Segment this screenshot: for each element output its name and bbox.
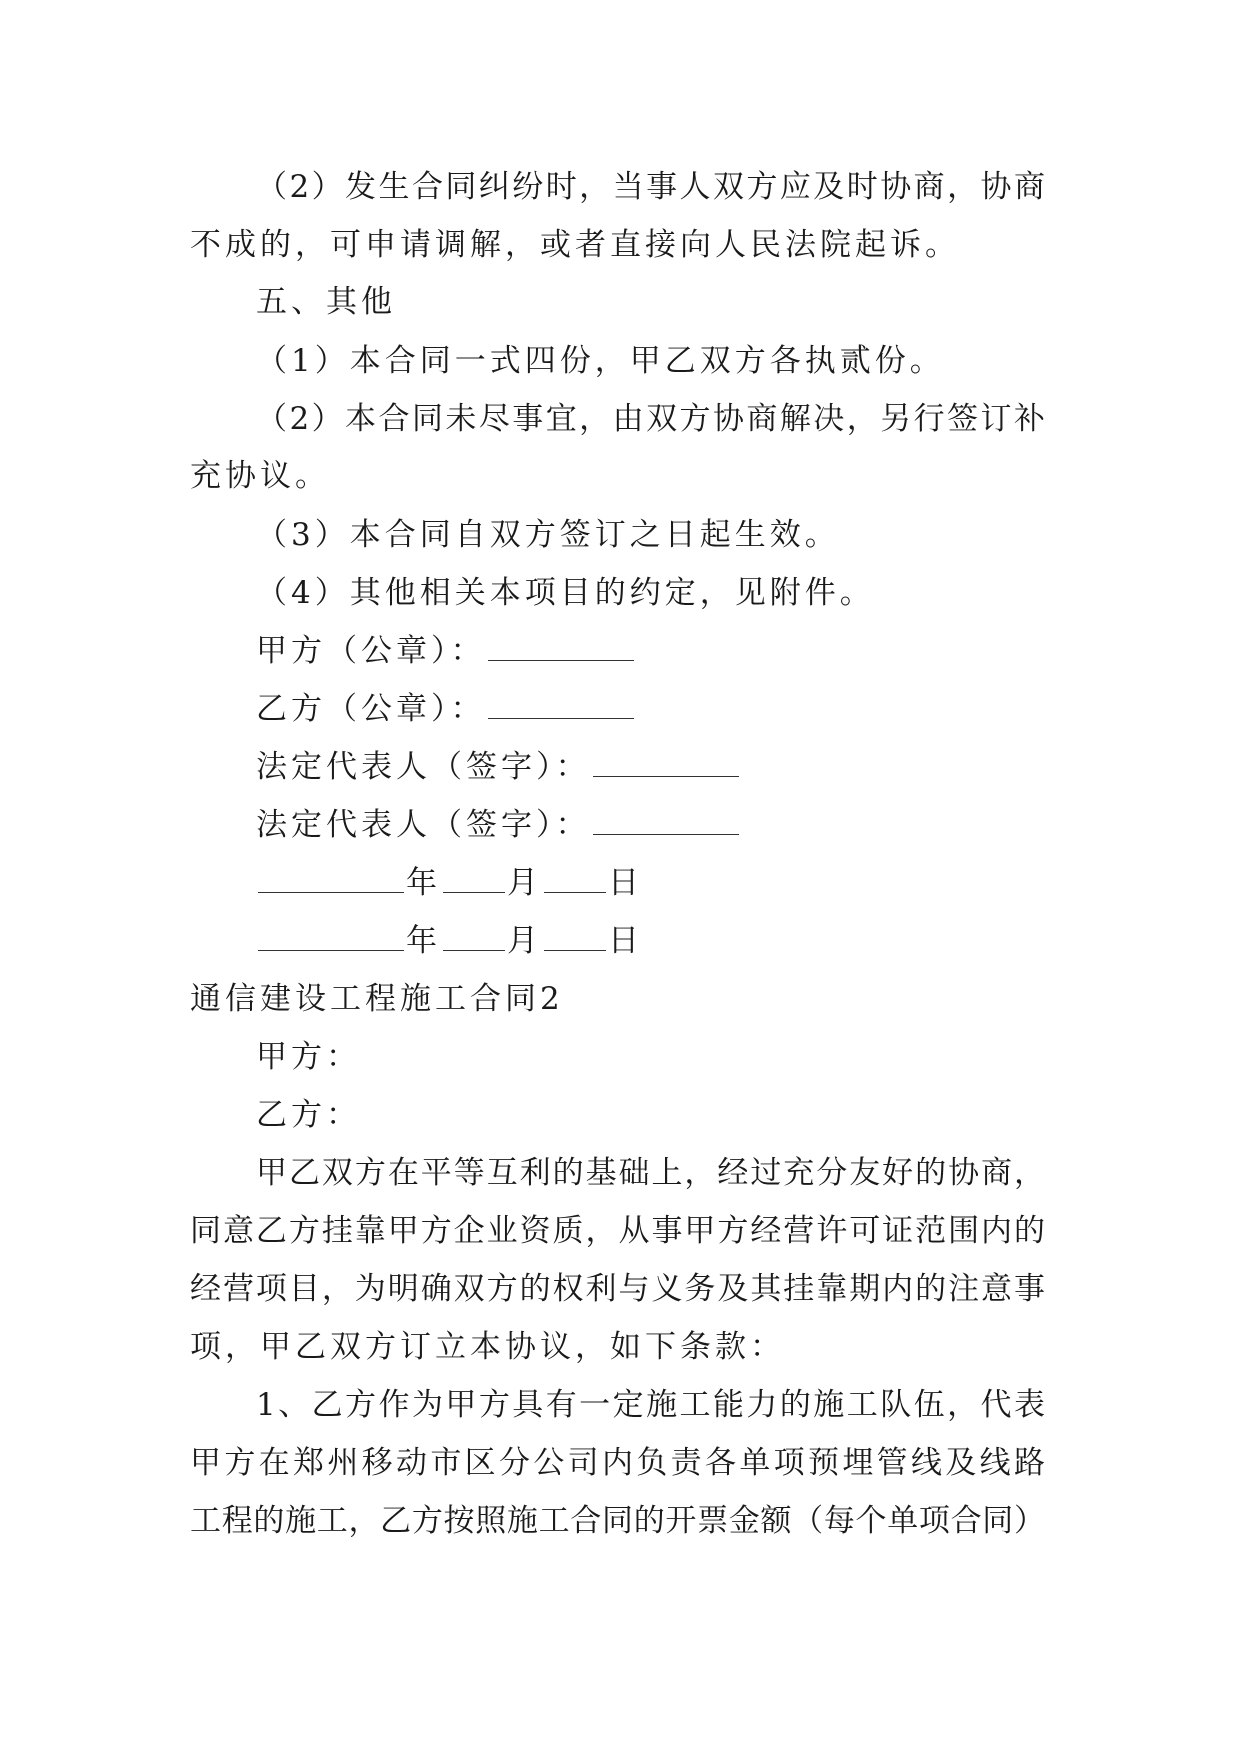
party-b-seal-line bbox=[256, 689, 636, 729]
preamble-line-1: 甲乙双方在平等互利的基础上，经过充分友好的协商， bbox=[256, 1155, 1045, 1191]
legal-rep-1-label: 法定代表人（签字）： bbox=[256, 749, 591, 785]
date-line-2 bbox=[256, 921, 643, 961]
year-label: 年 bbox=[406, 865, 441, 901]
clause-1-line-1: 1、乙方作为甲方具有一定施工能力的施工队伍，代表 bbox=[256, 1387, 1045, 1423]
section-5-heading: 五、其他 bbox=[256, 284, 396, 320]
legal-rep-1-line bbox=[256, 747, 741, 787]
party-a-seal-line bbox=[256, 631, 636, 671]
day-blank[interactable] bbox=[544, 922, 606, 951]
party-b-seal-blank[interactable] bbox=[488, 690, 634, 719]
month-blank[interactable] bbox=[443, 864, 505, 893]
clause-4-2-line-2: 不成的，可申请调解，或者直接向人民法院起诉。 bbox=[190, 227, 960, 263]
date-line-1 bbox=[256, 863, 643, 903]
clause-1-line-2: 甲方在郑州移动市区分公司内负责各单项预埋管线及线路 bbox=[190, 1445, 1045, 1481]
legal-rep-2-blank[interactable] bbox=[593, 806, 739, 835]
party-a-seal-blank[interactable] bbox=[488, 632, 634, 661]
month-blank[interactable] bbox=[443, 922, 505, 951]
legal-rep-1-blank[interactable] bbox=[593, 748, 739, 777]
clause-4-2-line-1: （2）发生合同纠纷时，当事人双方应及时协商，协商 bbox=[256, 169, 1045, 205]
month-label: 月 bbox=[507, 923, 542, 959]
party-a-seal-label: 甲方（公章）： bbox=[256, 633, 486, 669]
year-blank[interactable] bbox=[258, 864, 404, 893]
clause-1-line-3: 工程的施工，乙方按照施工合同的开票金额（每个单项合同） bbox=[190, 1503, 1045, 1539]
month-label: 月 bbox=[507, 865, 542, 901]
preamble-line-3: 经营项目，为明确双方的权利与义务及其挂靠期内的注意事 bbox=[190, 1271, 1045, 1307]
year-blank[interactable] bbox=[258, 922, 404, 951]
year-label: 年 bbox=[406, 923, 441, 959]
day-label: 日 bbox=[608, 923, 643, 959]
day-blank[interactable] bbox=[544, 864, 606, 893]
preamble-line-4: 项，甲乙双方订立本协议，如下条款： bbox=[190, 1329, 785, 1365]
contract-2-party-b: 乙方： bbox=[256, 1097, 361, 1133]
preamble-line-2: 同意乙方挂靠甲方企业资质，从事甲方经营许可证范围内的 bbox=[190, 1213, 1045, 1249]
contract-2-party-a: 甲方： bbox=[256, 1039, 361, 1075]
clause-5-1: （1）本合同一式四份，甲乙双方各执贰份。 bbox=[256, 343, 945, 379]
contract-2-title: 通信建设工程施工合同2 bbox=[190, 981, 564, 1017]
party-b-seal-label: 乙方（公章）： bbox=[256, 691, 486, 727]
clause-5-4: （4）其他相关本项目的约定，见附件。 bbox=[256, 575, 875, 611]
legal-rep-2-line bbox=[256, 805, 741, 845]
clause-5-2-line-1: （2）本合同未尽事宜，由双方协商解决，另行签订补 bbox=[256, 401, 1045, 437]
clause-5-3: （3）本合同自双方签订之日起生效。 bbox=[256, 517, 840, 553]
clause-5-2-line-2: 充协议。 bbox=[190, 458, 330, 494]
day-label: 日 bbox=[608, 865, 643, 901]
legal-rep-2-label: 法定代表人（签字）： bbox=[256, 807, 591, 843]
